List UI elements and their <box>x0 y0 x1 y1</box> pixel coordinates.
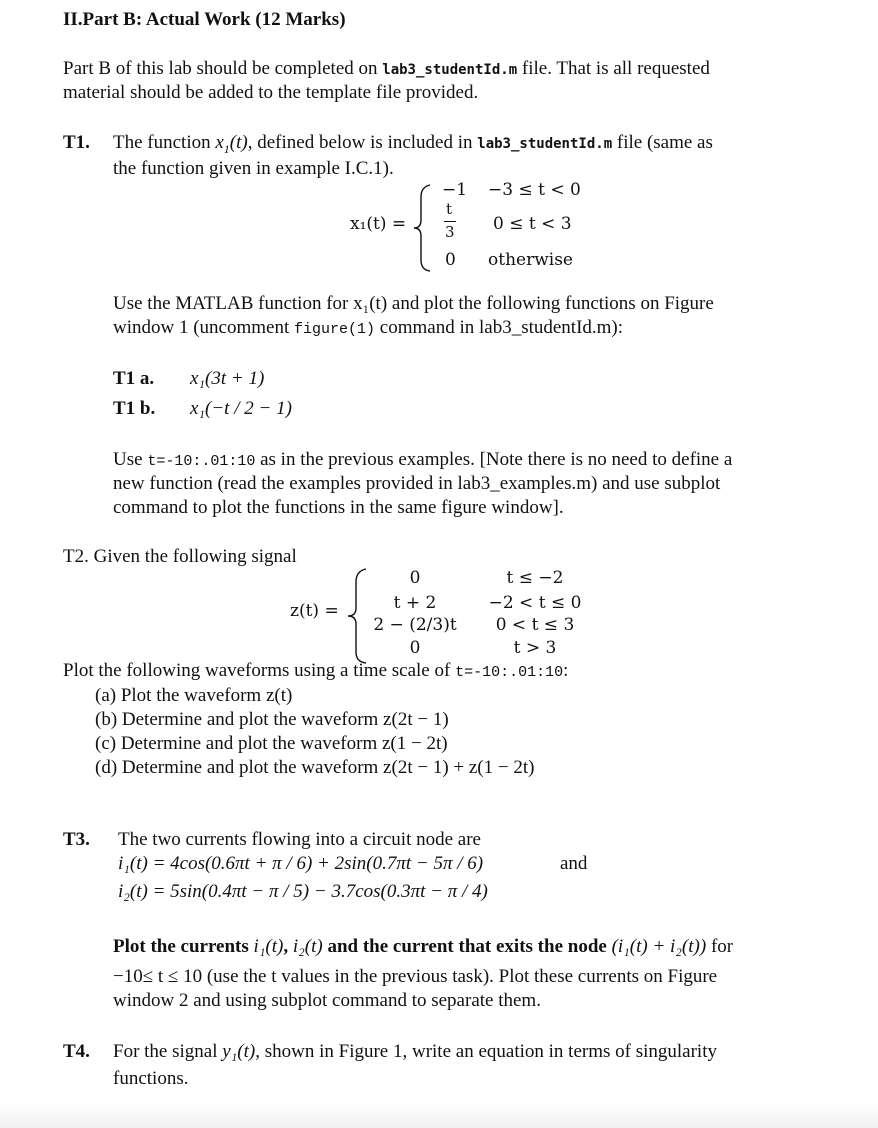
t4-number: T4. <box>63 1041 90 1062</box>
t3-plot-text-c: for <box>706 936 734 957</box>
intro-line-2: material should be added to the template file provided. <box>63 82 479 103</box>
z-case3-value: 2 − (2/3)t <box>373 615 457 635</box>
page-bottom-edge <box>0 1100 878 1128</box>
t2-item-d: (d) Determine and plot the waveform z(2t − 1) + z(1 − 2t) <box>95 757 535 778</box>
t3-line-1: The two currents flowing into a circuit node are <box>118 829 481 850</box>
t1-use-text-a: window 1 (uncomment <box>113 317 295 338</box>
t4-y1: y₁(t) <box>222 1041 256 1062</box>
t4-line-2: functions. <box>113 1068 189 1089</box>
t1b-expression: x₁(−t / 2 − 1) <box>190 398 292 419</box>
t1-note-line-1 <box>113 448 732 474</box>
t3-and: and <box>560 853 588 874</box>
t3-sep: , <box>283 936 293 957</box>
t1-figure-command: figure(1) <box>294 321 376 338</box>
t3-equation-i2: i₂(t) = 5sin(0.4πt − π / 5) − 3.7cos(0.3πt − π / 4) <box>118 881 488 902</box>
x1-case1-condition: −3 ≤ t < 0 <box>488 180 581 200</box>
t1a-label: T1 a. <box>113 368 155 389</box>
t4-line-1 <box>113 1040 717 1064</box>
t1-note-text-a: Use <box>113 449 148 470</box>
z-lhs: z(t) = <box>290 601 339 621</box>
z-case1-condition: t ≤ −2 <box>506 568 564 588</box>
t2-plot-line <box>63 659 568 685</box>
t1-text-c: file (same as <box>612 132 713 153</box>
t2-title: T2. Given the following signal <box>63 546 297 567</box>
intro-filename: lab3_studentId.m <box>382 62 518 78</box>
intro-line-1 <box>63 57 710 82</box>
x1-fraction-bar <box>444 221 456 222</box>
z-case1-value: 0 <box>409 568 421 588</box>
t3-plot-text-a: Plot the currents <box>113 936 254 957</box>
t1-use-line-2 <box>113 316 623 342</box>
t1-use-text-b: command in lab3_studentId.m): <box>375 317 624 338</box>
x1-case2-numerator: t <box>446 200 453 218</box>
z-case3-condition: 0 < t ≤ 3 <box>495 615 575 635</box>
t1-line-2: the function given in example I.C.1). <box>113 158 394 179</box>
t4-text-a: For the signal <box>113 1041 223 1062</box>
t3-plot-line-1 <box>113 935 733 959</box>
t1-x1-symbol: $x_1(t)$ <box>215 132 248 156</box>
t1-note-line-2: new function (read the examples provided in lab3_examples.m) and use subplot <box>113 473 721 494</box>
t3-plot-line-2: −10≤ t ≤ 10 (use the t values in the previous task). Plot these currents on Figure <box>113 966 718 987</box>
t1-number: T1. <box>63 132 90 153</box>
t1-text-a: The function <box>113 132 216 153</box>
z-case4-condition: t > 3 <box>513 638 557 658</box>
t3-number: T3. <box>63 829 90 850</box>
t1-filename: lab3_studentId.m <box>477 136 613 152</box>
t3-equation-i1: i₁(t) = 4cos(0.6πt + π / 6) + 2sin(0.7πt − 5π / 6) <box>118 853 484 874</box>
x1-case2-condition: 0 ≤ t < 3 <box>493 214 572 234</box>
t4-text-b: , shown in Figure 1, write an equation in terms of singularity <box>255 1041 717 1062</box>
x1-case1-value: −1 <box>442 180 468 200</box>
t3-plot-line-3: window 2 and using subplot command to separate them. <box>113 990 541 1011</box>
t3-sum: (i₁(t) + i₂(t)) <box>611 936 707 957</box>
x1-case2-denominator: 3 <box>445 223 455 241</box>
z-case4-value: 0 <box>409 638 421 658</box>
x1-brace <box>410 182 436 274</box>
t3-plot-text-b: and the current that exits the node <box>322 936 612 957</box>
t1-note-line-3: command to plot the functions in the same figure window]. <box>113 497 564 518</box>
intro-text-a: Part B of this lab should be completed on <box>63 58 383 79</box>
t3-i2: i₂(t) <box>292 936 323 957</box>
intro-text-b: file. That is all requested <box>517 58 710 79</box>
section-heading: II.Part B: Actual Work (12 Marks) <box>63 9 346 30</box>
t1a-expression: x₁(3t + 1) <box>190 368 265 389</box>
t2-plot-code: t=-10:.01:10 <box>455 664 564 681</box>
t1-note-text-b: as in the previous examples. [Note there is no need to define a <box>255 449 733 470</box>
t1-note-code: t=-10:.01:10 <box>147 453 256 470</box>
x1-case3-condition: otherwise <box>488 250 573 270</box>
t2-item-c: (c) Determine and plot the waveform z(1 − 2t) <box>95 733 448 754</box>
z-case2-condition: −2 < t ≤ 0 <box>488 593 582 613</box>
t1-text-b: , defined below is included in <box>247 132 478 153</box>
z-case2-value: t + 2 <box>393 593 437 613</box>
x1-case3-value: 0 <box>445 250 456 270</box>
t2-plot-text-a: Plot the following waveforms using a time scale of <box>63 660 456 681</box>
t2-item-a: (a) Plot the waveform z(t) <box>95 685 293 706</box>
t3-i1: i₁(t) <box>253 936 284 957</box>
x1-lhs: x₁(t) = <box>350 214 407 234</box>
t2-item-b: (b) Determine and plot the waveform z(2t − 1) <box>95 709 449 730</box>
t1-use-line-1: Use the MATLAB function for x₁(t) and plot the following functions on Figure <box>113 293 714 314</box>
t2-plot-text-b: : <box>563 660 569 681</box>
t1b-label: T1 b. <box>113 398 156 419</box>
